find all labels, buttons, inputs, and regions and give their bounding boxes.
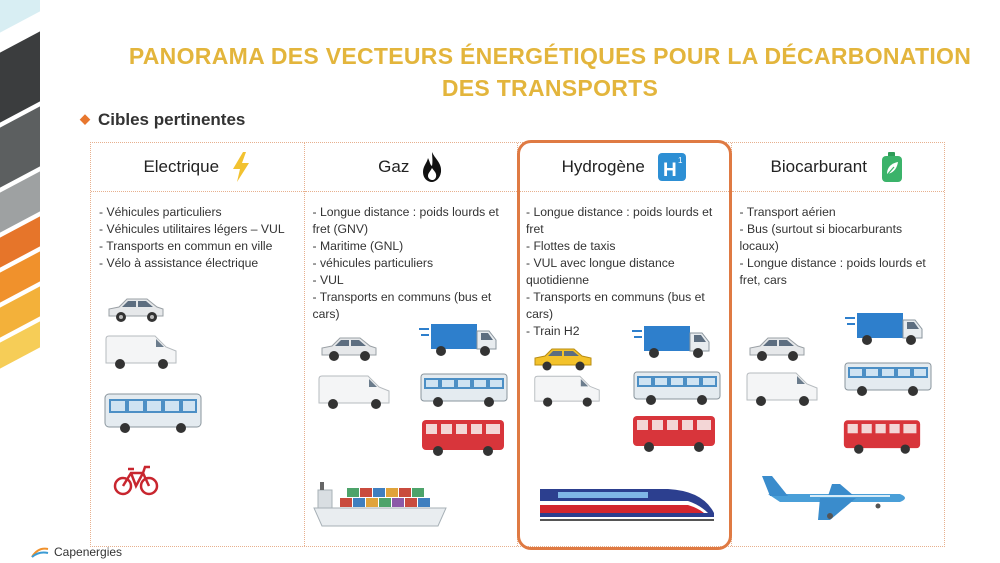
list-item: - Flottes de taxis (526, 239, 616, 253)
column-header (305, 143, 518, 192)
diamond-bullet-icon: ◆ (80, 111, 90, 126)
van-icon (316, 373, 392, 411)
logo-text: Capenergies (54, 545, 123, 559)
list-item: - Vélo à assistance électrique (99, 256, 259, 270)
cargo-ship-icon (312, 476, 448, 532)
capenergies-logo (30, 545, 122, 559)
coach-bus-icon (632, 369, 722, 407)
list-item: - Véhicules utilitaires légers – VUL (99, 222, 285, 236)
subtitle-text: Cibles pertinentes (98, 110, 246, 129)
coach-bus-icon (419, 371, 509, 409)
red-bus-icon (842, 418, 922, 456)
slide-title-line-2: DES TRANSPORTS (441, 75, 659, 101)
lightning-icon (231, 152, 251, 182)
list-item: - Transports en commun en ville (99, 239, 273, 253)
list-item: - Bus (surtout si biocarburants locaux) (739, 222, 903, 253)
decorative-stripes (0, 0, 60, 563)
slide-title-line-1: PANORAMA DES VECTEURS ÉNERGÉTIQUES POUR LA DÉCARBONATION (128, 43, 972, 69)
list-item: - Train H2 (526, 324, 580, 338)
truck-icon (632, 323, 712, 361)
car-icon (105, 294, 167, 324)
truck-icon (419, 321, 499, 359)
column-title: Hydrogène (561, 157, 645, 176)
column-header (732, 143, 945, 192)
list-item: - Maritime (GNL) (312, 239, 404, 253)
list-item: - VUL (312, 273, 344, 287)
van-icon (532, 373, 602, 409)
taxi-icon (532, 345, 594, 371)
coach-bus-icon (843, 360, 933, 398)
column-header (91, 143, 304, 192)
flame-icon (421, 151, 443, 183)
high-speed-train-icon (538, 483, 716, 523)
list-item: - véhicules particuliers (312, 256, 434, 270)
column-items (305, 192, 518, 323)
column-header (518, 143, 731, 192)
list-item: - Transports en communs (bus et cars) (526, 290, 705, 321)
column-items (732, 192, 945, 289)
list-item: - Transports en communs (bus et cars) (312, 290, 492, 321)
airplane-icon (760, 468, 912, 522)
column-title: Gaz (378, 157, 410, 176)
red-bus-icon (420, 418, 506, 458)
van-icon (744, 370, 820, 408)
list-item: - Longue distance : poids lourds et fret (GNV) (312, 205, 499, 236)
bus-icon (103, 390, 203, 435)
hydrogen-icon-sup: 1 (677, 156, 683, 165)
jerrycan-icon (879, 151, 905, 183)
column-title: Electrique (143, 157, 220, 176)
list-item: - Transport aérien (739, 205, 836, 219)
slide-title (120, 40, 980, 104)
column-title: Biocarburant (770, 157, 867, 176)
list-item: - Longue distance : poids lourds et fret (526, 205, 713, 236)
column-items (518, 192, 731, 340)
logo-mark-icon (30, 545, 50, 559)
car-icon (746, 333, 808, 363)
car-icon (318, 333, 380, 363)
hydrogen-icon (657, 152, 687, 182)
list-item: - Longue distance : poids lourds et fret, cars (739, 256, 926, 287)
list-item: - Véhicules particuliers (99, 205, 222, 219)
hydrogen-icon-letter: H (662, 160, 677, 181)
list-item: - VUL avec longue distance quotidienne (526, 256, 675, 287)
truck-icon (845, 310, 925, 348)
bicycle-icon (113, 463, 159, 497)
red-bus-icon (631, 414, 717, 454)
column-items (91, 192, 304, 272)
van-icon (103, 333, 179, 371)
slide-subtitle (80, 110, 245, 130)
